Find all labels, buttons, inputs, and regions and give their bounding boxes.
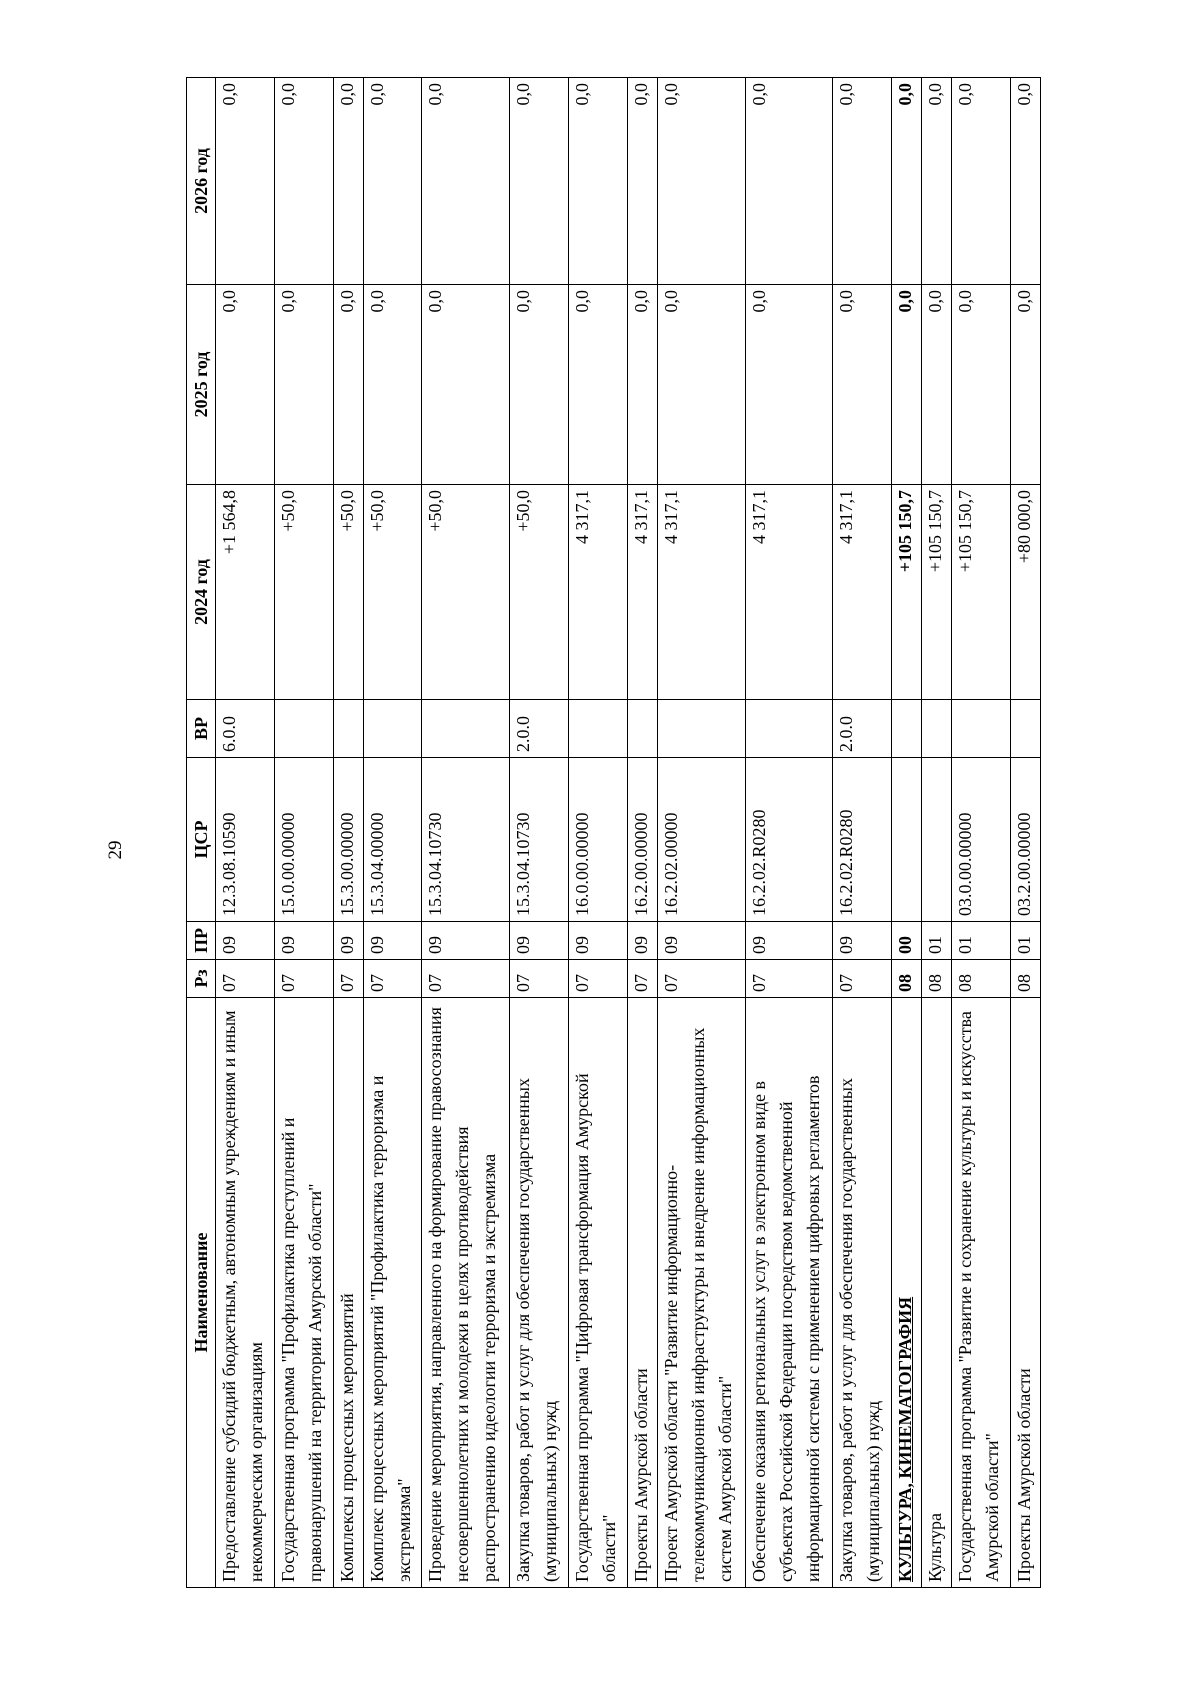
cell-csr: 15.3.04.10730 bbox=[510, 758, 569, 922]
cell-2026: 0,0 bbox=[657, 78, 745, 285]
table-row bbox=[833, 78, 892, 1588]
cell-2026: 0,0 bbox=[892, 78, 922, 285]
cell-vr bbox=[952, 700, 1011, 758]
header-csr: ЦСР bbox=[187, 758, 216, 922]
cell-vr bbox=[922, 700, 952, 758]
cell-name: Культура bbox=[922, 998, 952, 1588]
cell-vr bbox=[745, 700, 833, 758]
table-row bbox=[745, 78, 833, 1588]
table-row bbox=[216, 78, 275, 1588]
cell-pr: 09 bbox=[422, 922, 510, 960]
cell-csr: 03.2.00.00000 bbox=[1010, 758, 1040, 922]
cell-pr: 09 bbox=[333, 922, 363, 960]
cell-2026: 0,0 bbox=[952, 78, 1011, 285]
cell-pr: 09 bbox=[627, 922, 657, 960]
cell-csr bbox=[892, 758, 922, 922]
cell-pr: 09 bbox=[833, 922, 892, 960]
cell-2025: 0,0 bbox=[216, 285, 275, 485]
cell-vr: 2.0.0 bbox=[833, 700, 892, 758]
cell-2024: +105 150,7 bbox=[922, 485, 952, 700]
cell-vr bbox=[333, 700, 363, 758]
cell-name: Закупка товаров, работ и услуг для обеспечения государственных (муниципальных) нужд bbox=[833, 998, 892, 1588]
cell-2026: 0,0 bbox=[922, 78, 952, 285]
cell-csr: 15.3.00.00000 bbox=[333, 758, 363, 922]
cell-csr: 16.2.00.00000 bbox=[627, 758, 657, 922]
cell-pr: 09 bbox=[745, 922, 833, 960]
cell-pr: 01 bbox=[952, 922, 1011, 960]
table-rotator bbox=[186, 78, 1041, 1588]
table-row bbox=[952, 78, 1011, 1588]
cell-2025: 0,0 bbox=[892, 285, 922, 485]
cell-name: Закупка товаров, работ и услуг для обеспечения государственных (муниципальных) нужд bbox=[510, 998, 569, 1588]
cell-vr bbox=[274, 700, 333, 758]
cell-csr: 15.0.00.00000 bbox=[274, 758, 333, 922]
cell-name: Обеспечение оказания региональных услуг в электронном виде в субъектах Российской Федерации посредством ведомственной информационной системы с применением цифровых регламентов bbox=[745, 998, 833, 1588]
table-body bbox=[216, 78, 1041, 1588]
cell-2024: 4 317,1 bbox=[657, 485, 745, 700]
cell-2025: 0,0 bbox=[569, 285, 628, 485]
cell-rz: 07 bbox=[657, 960, 745, 998]
cell-2024: +50,0 bbox=[510, 485, 569, 700]
cell-rz: 07 bbox=[216, 960, 275, 998]
cell-2024: +105 150,7 bbox=[952, 485, 1011, 700]
header-2024: 2024 год bbox=[187, 485, 216, 700]
cell-2026: 0,0 bbox=[745, 78, 833, 285]
table-row bbox=[422, 78, 510, 1588]
cell-2025: 0,0 bbox=[363, 285, 422, 485]
cell-name: Предоставление субсидий бюджетным, автономным учреждениям и иным некоммерческим организациям bbox=[216, 998, 275, 1588]
cell-pr: 09 bbox=[510, 922, 569, 960]
cell-rz: 07 bbox=[422, 960, 510, 998]
table-row bbox=[1010, 78, 1040, 1588]
cell-2025: 0,0 bbox=[627, 285, 657, 485]
table-row bbox=[363, 78, 422, 1588]
cell-name: Государственная программа "Профилактика преступлений и правонарушений на территории Амурской области" bbox=[274, 998, 333, 1588]
cell-2025: 0,0 bbox=[333, 285, 363, 485]
cell-2024: 4 317,1 bbox=[627, 485, 657, 700]
cell-2026: 0,0 bbox=[510, 78, 569, 285]
header-pr: ПР bbox=[187, 922, 216, 960]
cell-rz: 08 bbox=[952, 960, 1011, 998]
header-vr: ВР bbox=[187, 700, 216, 758]
cell-2025: 0,0 bbox=[833, 285, 892, 485]
cell-pr: 00 bbox=[892, 922, 922, 960]
cell-pr: 09 bbox=[657, 922, 745, 960]
cell-2025: 0,0 bbox=[922, 285, 952, 485]
cell-vr bbox=[657, 700, 745, 758]
cell-name: Проекты Амурской области bbox=[1010, 998, 1040, 1588]
cell-2025: 0,0 bbox=[274, 285, 333, 485]
cell-pr: 09 bbox=[363, 922, 422, 960]
cell-2024: +50,0 bbox=[363, 485, 422, 700]
section-title: КУЛЬТУРА, КИНЕМАТОГРАФИЯ bbox=[895, 1296, 916, 1582]
cell-csr: 03.0.00.00000 bbox=[952, 758, 1011, 922]
cell-2025: 0,0 bbox=[510, 285, 569, 485]
cell-rz: 07 bbox=[363, 960, 422, 998]
cell-vr: 6.0.0 bbox=[216, 700, 275, 758]
cell-csr: 15.3.04.10730 bbox=[422, 758, 510, 922]
cell-name bbox=[892, 998, 922, 1588]
cell-csr: 16.2.02.00000 bbox=[657, 758, 745, 922]
cell-pr: 01 bbox=[1010, 922, 1040, 960]
cell-2024: +50,0 bbox=[333, 485, 363, 700]
cell-2025: 0,0 bbox=[422, 285, 510, 485]
cell-vr bbox=[627, 700, 657, 758]
budget-table bbox=[186, 77, 1041, 1588]
cell-2026: 0,0 bbox=[627, 78, 657, 285]
cell-vr: 2.0.0 bbox=[510, 700, 569, 758]
cell-2026: 0,0 bbox=[1010, 78, 1040, 285]
cell-rz: 07 bbox=[274, 960, 333, 998]
table-row bbox=[627, 78, 657, 1588]
cell-name: Комплексы процессных мероприятий bbox=[333, 998, 363, 1588]
header-rz: Рз bbox=[187, 960, 216, 998]
cell-rz: 08 bbox=[922, 960, 952, 998]
header-2026: 2026 год bbox=[187, 78, 216, 285]
cell-vr bbox=[569, 700, 628, 758]
cell-name: Комплекс процессных мероприятий "Профилактика терроризма и экстремизма" bbox=[363, 998, 422, 1588]
table-row bbox=[569, 78, 628, 1588]
cell-pr: 01 bbox=[922, 922, 952, 960]
table-row bbox=[657, 78, 745, 1588]
cell-rz: 07 bbox=[510, 960, 569, 998]
cell-rz: 08 bbox=[1010, 960, 1040, 998]
cell-vr bbox=[1010, 700, 1040, 758]
table-row bbox=[510, 78, 569, 1588]
header-2025: 2025 год bbox=[187, 285, 216, 485]
cell-name: Проекты Амурской области bbox=[627, 998, 657, 1588]
cell-name: Проведение мероприятия, направленного на формирование правосознания несовершеннолетних и молодежи в целях противодействия распространению идеологии терроризма и экстремизма bbox=[422, 998, 510, 1588]
cell-name: Проект Амурской области "Развитие информационно-телекоммуникационной инфраструктуры и внедрение информационных систем Амурской области" bbox=[657, 998, 745, 1588]
cell-pr: 09 bbox=[216, 922, 275, 960]
cell-rz: 07 bbox=[333, 960, 363, 998]
table-row-section bbox=[892, 78, 922, 1588]
table-row bbox=[274, 78, 333, 1588]
cell-2026: 0,0 bbox=[833, 78, 892, 285]
cell-rz: 08 bbox=[892, 960, 922, 998]
cell-2024: 4 317,1 bbox=[569, 485, 628, 700]
cell-2024: +1 564,8 bbox=[216, 485, 275, 700]
cell-2026: 0,0 bbox=[274, 78, 333, 285]
cell-2025: 0,0 bbox=[657, 285, 745, 485]
cell-vr bbox=[422, 700, 510, 758]
cell-2026: 0,0 bbox=[569, 78, 628, 285]
cell-2026: 0,0 bbox=[363, 78, 422, 285]
cell-rz: 07 bbox=[627, 960, 657, 998]
table-header-row bbox=[187, 78, 216, 1588]
cell-csr: 12.3.08.10590 bbox=[216, 758, 275, 922]
cell-pr: 09 bbox=[274, 922, 333, 960]
cell-2025: 0,0 bbox=[952, 285, 1011, 485]
page-number: 29 bbox=[105, 840, 126, 860]
cell-name: Государственная программа "Развитие и сохранение культуры и искусства Амурской области" bbox=[952, 998, 1011, 1588]
table-row bbox=[922, 78, 952, 1588]
cell-pr: 09 bbox=[569, 922, 628, 960]
cell-2025: 0,0 bbox=[1010, 285, 1040, 485]
cell-2024: +50,0 bbox=[274, 485, 333, 700]
cell-2026: 0,0 bbox=[216, 78, 275, 285]
cell-rz: 07 bbox=[569, 960, 628, 998]
cell-2026: 0,0 bbox=[422, 78, 510, 285]
cell-2024: +80 000,0 bbox=[1010, 485, 1040, 700]
table-row bbox=[333, 78, 363, 1588]
cell-vr bbox=[892, 700, 922, 758]
cell-csr: 16.2.02.R0280 bbox=[833, 758, 892, 922]
cell-name: Государственная программа "Цифровая трансформация Амурской области" bbox=[569, 998, 628, 1588]
cell-rz: 07 bbox=[833, 960, 892, 998]
cell-csr: 15.3.04.00000 bbox=[363, 758, 422, 922]
cell-2026: 0,0 bbox=[333, 78, 363, 285]
cell-2025: 0,0 bbox=[745, 285, 833, 485]
cell-csr: 16.2.02.R0280 bbox=[745, 758, 833, 922]
cell-2024: +50,0 bbox=[422, 485, 510, 700]
cell-csr: 16.0.00.00000 bbox=[569, 758, 628, 922]
cell-2024: +105 150,7 bbox=[892, 485, 922, 700]
cell-rz: 07 bbox=[745, 960, 833, 998]
cell-vr bbox=[363, 700, 422, 758]
cell-2024: 4 317,1 bbox=[833, 485, 892, 700]
cell-csr bbox=[922, 758, 952, 922]
header-name: Наименование bbox=[187, 998, 216, 1588]
cell-2024: 4 317,1 bbox=[745, 485, 833, 700]
